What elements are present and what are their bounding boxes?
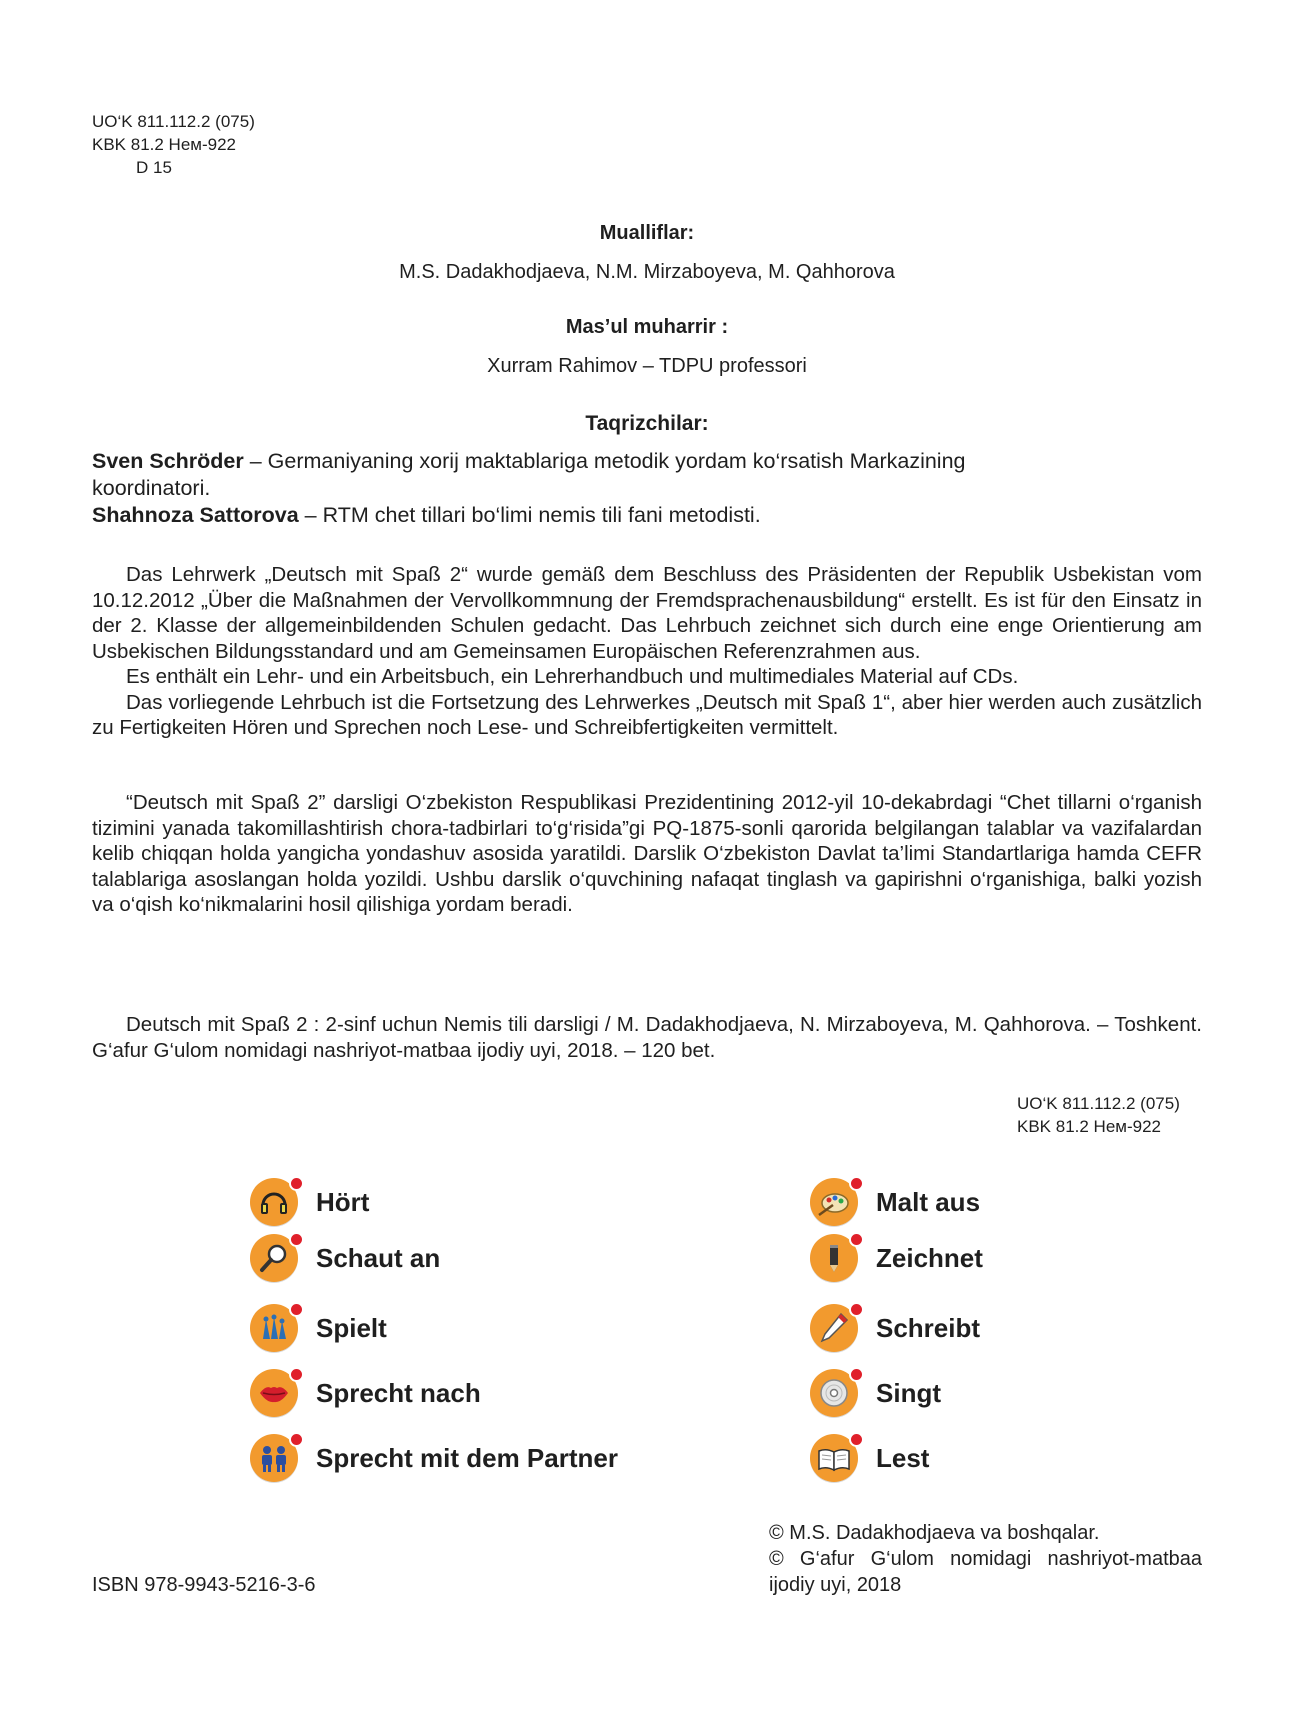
partners-icon [250, 1434, 298, 1482]
authors-heading: Mualliflar: [599, 222, 695, 244]
reviewer-1-name: Sven Schröder [92, 449, 244, 473]
legend-item-spielt [250, 1302, 387, 1354]
legend-label: Schaut an [316, 1242, 441, 1273]
legend-label: Lest [876, 1442, 930, 1473]
reviewer-2 [92, 502, 992, 529]
bibliographic-record: Deutsch mit Spaß 2 : 2-sinf uchun Nemis tili darsligi / M. Dadakhodjaeva, N. Mirzaboyeva, M. Qahhorova. – Toshkent. G‘afur G‘ulom nomidagi nashriyot-matbaa ijodiy uyi, 2018. – 120 bet. [92, 1013, 1202, 1062]
legend-item-singt [810, 1367, 941, 1419]
legend-item-zeichnet [810, 1232, 983, 1284]
legend-label: Sprecht mit dem Partner [316, 1442, 618, 1473]
legend-label: Hört [316, 1186, 370, 1217]
legend-item-schaut-an [250, 1232, 440, 1284]
isbn: ISBN 978-9943-5216-3-6 [92, 1574, 316, 1596]
legend-item-malt-aus [810, 1176, 980, 1228]
legend-item-lest [810, 1432, 929, 1484]
classification-block [92, 110, 255, 179]
udc-code-right: UO‘K 811.112.2 (075) [1017, 1094, 1180, 1113]
legend-dot [849, 1367, 864, 1382]
author-mark: D 15 [136, 158, 172, 177]
pen-icon [810, 1304, 858, 1352]
lips-icon [250, 1369, 298, 1417]
copyright-publisher: © G‘afur G‘ulom nomidagi nashriyot-matbaa ijodiy uyi, 2018 [769, 1548, 1202, 1596]
german-paragraph-3: Das vorliegende Lehrbuch ist die Fortsetzung des Lehrwerkes „Deutsch mit Spaß 1“, aber hier werden auch zusätzlich zu Fertigkeiten Hören und Sprechen noch Lese- und Schreibfertigkeiten vermittelt. [92, 690, 1202, 739]
udc-code: UO‘K 811.112.2 (075) [92, 112, 255, 131]
legend-label: Spielt [316, 1312, 387, 1343]
legend-dot [849, 1232, 864, 1247]
german-paragraph-2: Es enthält ein Lehr- und ein Arbeitsbuch, ein Lehrerhandbuch und multimediales Material auf CDs. [126, 665, 1019, 688]
legend-label: Singt [876, 1377, 941, 1408]
book-icon [810, 1434, 858, 1482]
game-pieces-icon [250, 1304, 298, 1352]
legend-dot [289, 1232, 304, 1247]
reviewer-1 [92, 448, 992, 502]
paint-palette-icon [810, 1178, 858, 1226]
legend-dot [289, 1432, 304, 1447]
classification-block-right [1017, 1092, 1180, 1138]
reviewer-2-role: – RTM chet tillari bo‘limi nemis tili fani metodisti. [298, 503, 761, 527]
legend-item-sprecht-nach [250, 1367, 481, 1419]
legend-item-schreibt [810, 1302, 980, 1354]
uzbek-description: “Deutsch mit Spaß 2” darsligi O‘zbekiston Respublikasi Prezidentining 2012-yil 10-dekabrdagi “Chet tillarni o‘rganish tizimini yanada takomillashtirish chora-tadbirlari to‘g‘risida”gi PQ-1875-sonli qarorida belgilangan talablar va vazifalardan kelib chiqqan holda yangicha yondashuv asosida yaratildi. Darslik O‘zbekiston Davlat ta’limi Standartlariga hamda CEFR talablariga asoslangan holda yozildi. Ushbu darslik o‘quvchining nafaqat tinglash va gapirishni o‘rganishiga, balki yozish va o‘qish ko‘nikmalarini hosil qilishiga yordam beradi. [92, 791, 1202, 916]
magnifier-icon [250, 1234, 298, 1282]
editor-name: Xurram Rahimov – TDPU professori [487, 355, 807, 377]
legend-dot [849, 1176, 864, 1191]
legend-dot [849, 1302, 864, 1317]
german-description [92, 562, 1202, 741]
reviewers-heading: Taqrizchilar: [585, 412, 709, 435]
legend-label: Schreibt [876, 1312, 981, 1343]
reviewer-1-role: – Germaniyaning xorij maktablariga metodik yordam ko‘rsatish Markazining koordinatori. [92, 449, 966, 500]
reviewers-list [92, 448, 992, 529]
bbk-code: KBK 81.2 Нем-922 [92, 135, 236, 154]
reviewer-2-name: Shahnoza Sattorova [92, 503, 299, 527]
legend-item-sprecht-mit-dem-partner [250, 1432, 618, 1484]
german-paragraph-1: Das Lehrwerk „Deutsch mit Spaß 2“ wurde gemäß dem Beschluss des Präsidenten der Republik Usbekistan vom 10.12.2012 „Über die Maßnahmen der Vervollkommnung der Fremdsprachenausbildung“ erstellt. Es ist für den Einsatz in der 2. Klasse der allgemeinbildenden Schulen gedacht. Das Lehrbuch zeichnet sich durch eine enge Orientierung am Usbekischen Bildungsstandard und am Gemeinsamen Europäischen Referenzrahmen aus. [92, 563, 1202, 663]
pencil-icon [810, 1234, 858, 1282]
bbk-code-right: KBK 81.2 Нем-922 [1017, 1117, 1161, 1136]
legend-item-hort [250, 1176, 369, 1228]
editor-heading: Mas’ul muharrir : [565, 316, 729, 338]
cd-icon [810, 1369, 858, 1417]
copyright-authors: © M.S. Dadakhodjaeva va boshqalar. [769, 1522, 1100, 1544]
editor-section [92, 316, 1202, 378]
legend-dot [289, 1367, 304, 1382]
headphones-icon [250, 1178, 298, 1226]
legend-label: Sprecht nach [316, 1377, 481, 1408]
legend-label: Zeichnet [876, 1242, 983, 1273]
copyright-block [769, 1520, 1202, 1598]
authors-section [92, 222, 1202, 284]
legend-dot [289, 1302, 304, 1317]
authors-names: M.S. Dadakhodjaeva, N.M. Mirzaboyeva, M. Qahhorova [399, 261, 895, 283]
legend-label: Malt aus [876, 1186, 981, 1217]
legend-dot [849, 1432, 864, 1447]
legend-dot [289, 1176, 304, 1191]
